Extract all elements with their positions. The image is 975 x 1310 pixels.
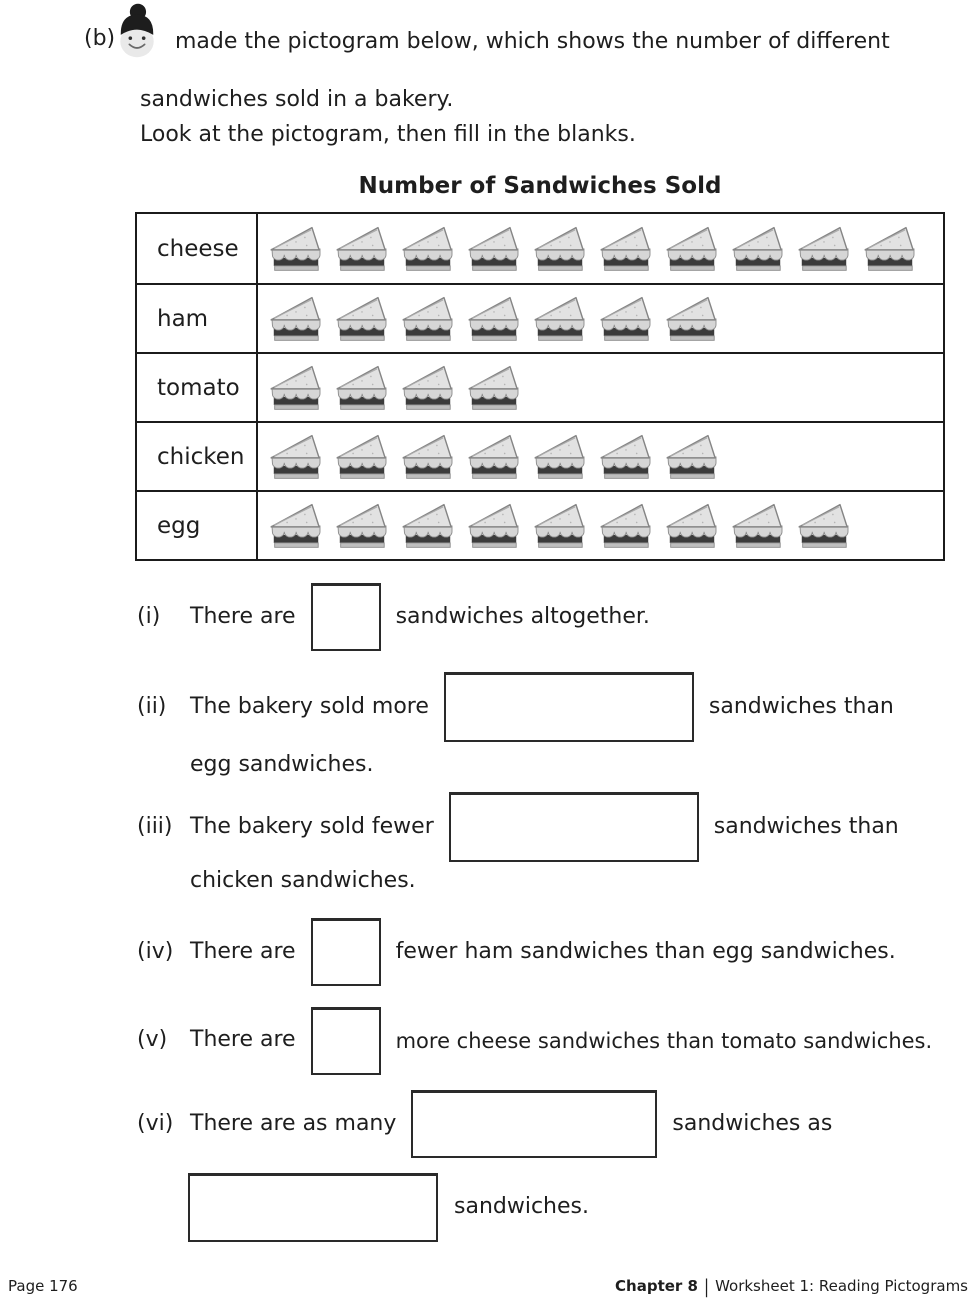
pictogram-row-egg [137,490,943,559]
question-part-label: (b) [84,26,116,51]
question-text-post: sandwiches than [713,813,899,839]
pictogram-table [135,212,945,561]
question-number: (ii) [137,693,167,719]
row-symbols [258,214,943,283]
row-symbols [258,285,943,352]
question-iii-line2: chicken sandwiches. [190,868,416,893]
sandwich-icon [401,225,455,273]
row-label: chicken [137,423,258,490]
sandwich-icon [533,295,587,343]
answer-box-iv[interactable] [311,918,381,986]
sandwich-icon [335,502,389,550]
sandwich-icon [467,433,521,481]
question-vi-line2 [188,1173,589,1242]
question-text-pre: The bakery sold more [190,693,429,719]
pictogram-row-cheese [137,214,943,283]
answer-box-vi-a[interactable] [411,1090,657,1158]
footer-chapter-info [615,1274,968,1298]
answer-box-v[interactable] [311,1007,381,1075]
sandwich-icon [269,433,323,481]
row-symbols [258,492,943,559]
question-ii-line2: egg sandwiches. [190,752,374,777]
answer-box-i[interactable] [311,583,381,651]
sandwich-icon [665,225,719,273]
question-text-post: sandwiches as [672,1110,833,1136]
sandwich-icon [467,364,521,412]
sandwich-icon [599,295,653,343]
sandwich-icon [731,502,785,550]
sandwich-icon [335,295,389,343]
sandwich-icon [797,502,851,550]
pictogram-row-chicken [137,421,943,490]
sandwich-icon [599,225,653,273]
sandwich-icon [401,364,455,412]
sandwich-icon [467,502,521,550]
answer-box-vi-b[interactable] [188,1173,438,1242]
sandwich-icon [599,502,653,550]
intro-text-line2: sandwiches sold in a bakery. [140,87,454,112]
footer-divider: | [704,1274,710,1298]
question-text-pre: There are as many [190,1110,397,1136]
sandwich-icon [665,433,719,481]
intro-text-line1: made the pictogram below, which shows the number of different [175,29,890,54]
question-iii [137,792,899,862]
question-number: (vi) [137,1110,174,1136]
sandwich-icon [533,433,587,481]
sandwich-icon [731,225,785,273]
pictogram-title: Number of Sandwiches Sold [358,173,722,199]
question-number: (v) [137,1027,168,1053]
intro-text-line3: Look at the pictogram, then fill in the blanks. [140,122,636,147]
sandwich-icon [467,225,521,273]
question-number: (iv) [137,938,174,964]
sandwich-icon [335,225,389,273]
girl-face-icon [116,3,158,63]
row-symbols [258,423,943,490]
question-text-pre: There are [190,603,296,629]
sandwich-icon [269,225,323,273]
question-text-post: more cheese sandwiches than tomato sandwiches. [395,1028,933,1053]
page-number: Page 176 [8,1277,78,1295]
chapter-label: Chapter 8 [615,1277,698,1295]
question-text-post2: sandwiches. [454,1194,589,1220]
sandwich-icon [335,364,389,412]
row-label: tomato [137,354,258,421]
pictogram-row-tomato [137,352,943,421]
question-ii [137,672,894,742]
question-text-pre: There are [190,1027,296,1053]
sandwich-icon [269,295,323,343]
sandwich-icon [863,225,917,273]
question-v [137,1006,932,1075]
sandwich-icon [401,433,455,481]
row-label: cheese [137,214,258,283]
sandwich-icon [335,433,389,481]
row-label: egg [137,492,258,559]
sandwich-icon [665,295,719,343]
question-text-pre: The bakery sold fewer [190,813,434,839]
question-iv [137,917,896,987]
question-number: (i) [137,603,161,629]
question-text-post: sandwiches than [708,693,894,719]
question-text-post: sandwiches altogether. [395,603,650,629]
sandwich-icon [533,225,587,273]
sandwich-icon [467,295,521,343]
question-text-post: fewer ham sandwiches than egg sandwiches. [395,938,896,964]
sandwich-icon [401,295,455,343]
sandwich-icon [599,433,653,481]
sandwich-icon [665,502,719,550]
question-vi [137,1090,832,1158]
row-symbols [258,354,943,421]
pictogram-row-ham [137,283,943,352]
question-number: (iii) [137,813,173,839]
worksheet-label: Worksheet 1: Reading Pictograms [715,1277,968,1295]
sandwich-icon [269,364,323,412]
row-label: ham [137,285,258,352]
sandwich-icon [269,502,323,550]
sandwich-icon [533,502,587,550]
answer-box-ii[interactable] [444,672,694,742]
question-i [137,583,650,651]
sandwich-icon [797,225,851,273]
question-text-pre: There are [190,938,296,964]
sandwich-icon [401,502,455,550]
answer-box-iii[interactable] [449,792,699,862]
